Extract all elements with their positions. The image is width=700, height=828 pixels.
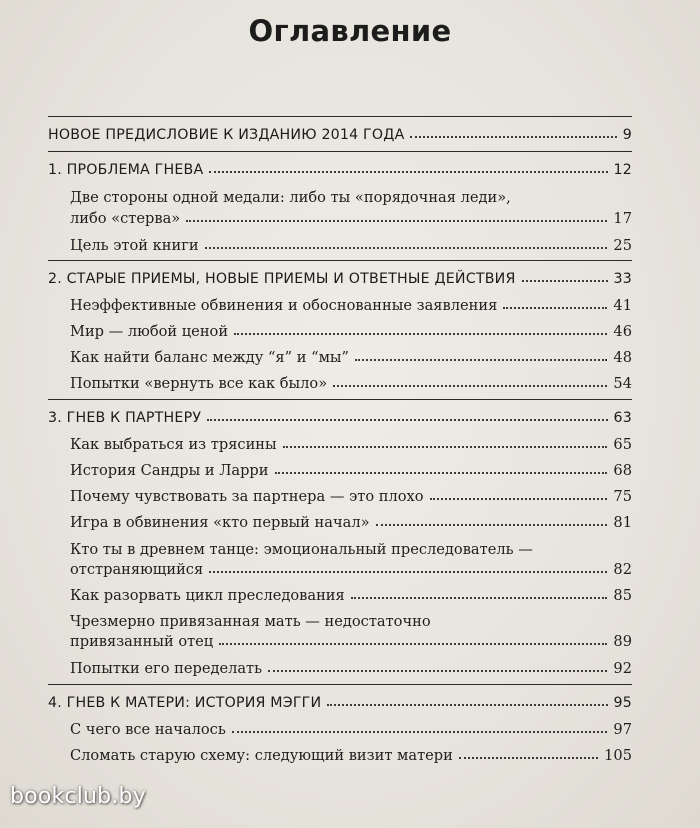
toc-entry-page: 25	[613, 237, 632, 254]
toc-entry-title: Мир — любой ценой	[70, 323, 229, 340]
toc-entry-page: 9	[622, 127, 632, 143]
toc-entry-line1: Две стороны одной медали: либо ты «порядочная леди»,	[70, 189, 511, 206]
section-rule	[48, 260, 632, 261]
toc-chapter-heading[interactable]	[48, 271, 632, 287]
dot-leader	[209, 571, 607, 573]
page-title: Оглавление	[248, 14, 452, 48]
toc-chapter-heading[interactable]	[48, 695, 632, 711]
dot-leader	[234, 333, 607, 335]
dot-leader	[430, 498, 608, 500]
dot-leader	[207, 419, 607, 421]
chapter-title: 4. ГНЕВ К МАТЕРИ: ИСТОРИЯ МЭГГИ	[48, 695, 322, 711]
dot-leader	[219, 643, 607, 645]
toc-entry[interactable]	[70, 488, 632, 505]
dot-leader	[355, 359, 607, 361]
toc-chapter-heading[interactable]	[48, 410, 632, 426]
toc-entry-title: либо «стерва»	[70, 210, 181, 227]
dot-leader	[459, 757, 598, 759]
toc-entry[interactable]	[70, 462, 632, 479]
toc-entry-page: 48	[613, 349, 632, 366]
dot-leader	[186, 220, 607, 222]
toc-entry[interactable]	[70, 721, 632, 738]
toc-entry[interactable]	[70, 561, 632, 578]
dot-leader	[283, 446, 608, 448]
toc-entry-title: НОВОЕ ПРЕДИСЛОВИЕ К ИЗДАНИЮ 2014 ГОДА	[48, 127, 405, 143]
toc-entry-title: отстраняющийся	[70, 561, 204, 578]
toc-entry-page: 65	[613, 436, 632, 453]
toc-entry[interactable]	[70, 587, 632, 604]
toc-entry[interactable]	[70, 747, 632, 764]
dot-leader	[351, 597, 608, 599]
chapter-page: 33	[613, 271, 632, 287]
toc-entry-page: 85	[613, 587, 632, 604]
toc-entry-page: 54	[613, 375, 632, 392]
toc-entry-title: Неэффективные обвинения и обоснованные заявления	[70, 297, 498, 314]
dot-leader	[209, 171, 607, 173]
dot-leader	[333, 385, 607, 387]
chapter-title: 2. СТАРЫЕ ПРИЕМЫ, НОВЫЕ ПРИЕМЫ И ОТВЕТНЫЕ ДЕЙСТВИЯ	[48, 271, 516, 287]
toc-entry-page: 82	[613, 561, 632, 578]
chapter-page: 95	[613, 695, 632, 711]
toc-entry-preface[interactable]	[48, 127, 632, 143]
toc-entry-page: 46	[613, 323, 632, 340]
toc-entry[interactable]	[70, 436, 632, 453]
dot-leader	[522, 280, 608, 282]
toc-entry-page: 41	[613, 297, 632, 314]
dot-leader	[327, 704, 607, 706]
toc-chapter-heading[interactable]	[48, 162, 632, 178]
toc-entry[interactable]	[70, 323, 632, 340]
toc-entry-page: 17	[613, 210, 632, 227]
toc-entry[interactable]	[70, 660, 632, 677]
chapter-page: 12	[613, 162, 632, 178]
toc-entry-page: 89	[613, 633, 632, 650]
dot-leader	[268, 670, 607, 672]
watermark-text: bookclub.by	[10, 784, 146, 809]
section-rule	[48, 151, 632, 152]
toc-entry-page: 81	[613, 514, 632, 531]
toc-entry[interactable]	[70, 237, 632, 254]
toc-entry-title: привязанный отец	[70, 633, 214, 650]
toc-entry-page: 68	[613, 462, 632, 479]
chapter-page: 63	[613, 410, 632, 426]
section-rule	[48, 116, 632, 117]
toc-entry-title: Игра в обвинения «кто первый начал»	[70, 514, 370, 531]
toc-entry-page: 105	[604, 747, 632, 764]
dot-leader	[275, 472, 608, 474]
toc-entry[interactable]	[70, 210, 632, 227]
toc-entry-title: Почему чувствовать за партнера — это плохо	[70, 488, 424, 505]
toc-entry-page: 92	[613, 660, 632, 677]
dot-leader	[205, 247, 608, 249]
toc-entry[interactable]	[70, 349, 632, 366]
toc-entry-title: Цель этой книги	[70, 237, 199, 254]
toc-entry-page: 75	[613, 488, 632, 505]
dot-leader	[503, 307, 607, 309]
toc-entry-title: Как разорвать цикл преследования	[70, 587, 345, 604]
toc-entry-title: Попытки его переделать	[70, 660, 263, 677]
toc-entry[interactable]	[70, 375, 632, 392]
dot-leader	[410, 136, 616, 138]
toc-entry-page: 97	[613, 721, 632, 738]
chapter-title: 3. ГНЕВ К ПАРТНЕРУ	[48, 410, 202, 426]
toc-entry[interactable]	[70, 633, 632, 650]
section-rule	[48, 684, 632, 685]
toc-entry-line1: Кто ты в древнем танце: эмоциональный преследователь —	[70, 541, 533, 558]
toc-entry-line1: Чрезмерно привязанная мать — недостаточно	[70, 613, 431, 630]
toc-entry-title: Как найти баланс между “я” и “мы”	[70, 349, 349, 366]
section-rule	[48, 399, 632, 400]
toc-entry[interactable]	[70, 297, 632, 314]
toc-entry[interactable]	[70, 514, 632, 531]
toc-entry-title: С чего все началось	[70, 721, 226, 738]
dot-leader	[232, 731, 608, 733]
toc-entry-title: Попытки «вернуть все как было»	[70, 375, 328, 392]
toc-entry-title: История Сандры и Ларри	[70, 462, 269, 479]
toc-entry-title: Сломать старую схему: следующий визит матери	[70, 747, 453, 764]
dot-leader	[376, 524, 608, 526]
chapter-title: 1. ПРОБЛЕМА ГНЕВА	[48, 162, 204, 178]
toc-entry-title: Как выбраться из трясины	[70, 436, 277, 453]
